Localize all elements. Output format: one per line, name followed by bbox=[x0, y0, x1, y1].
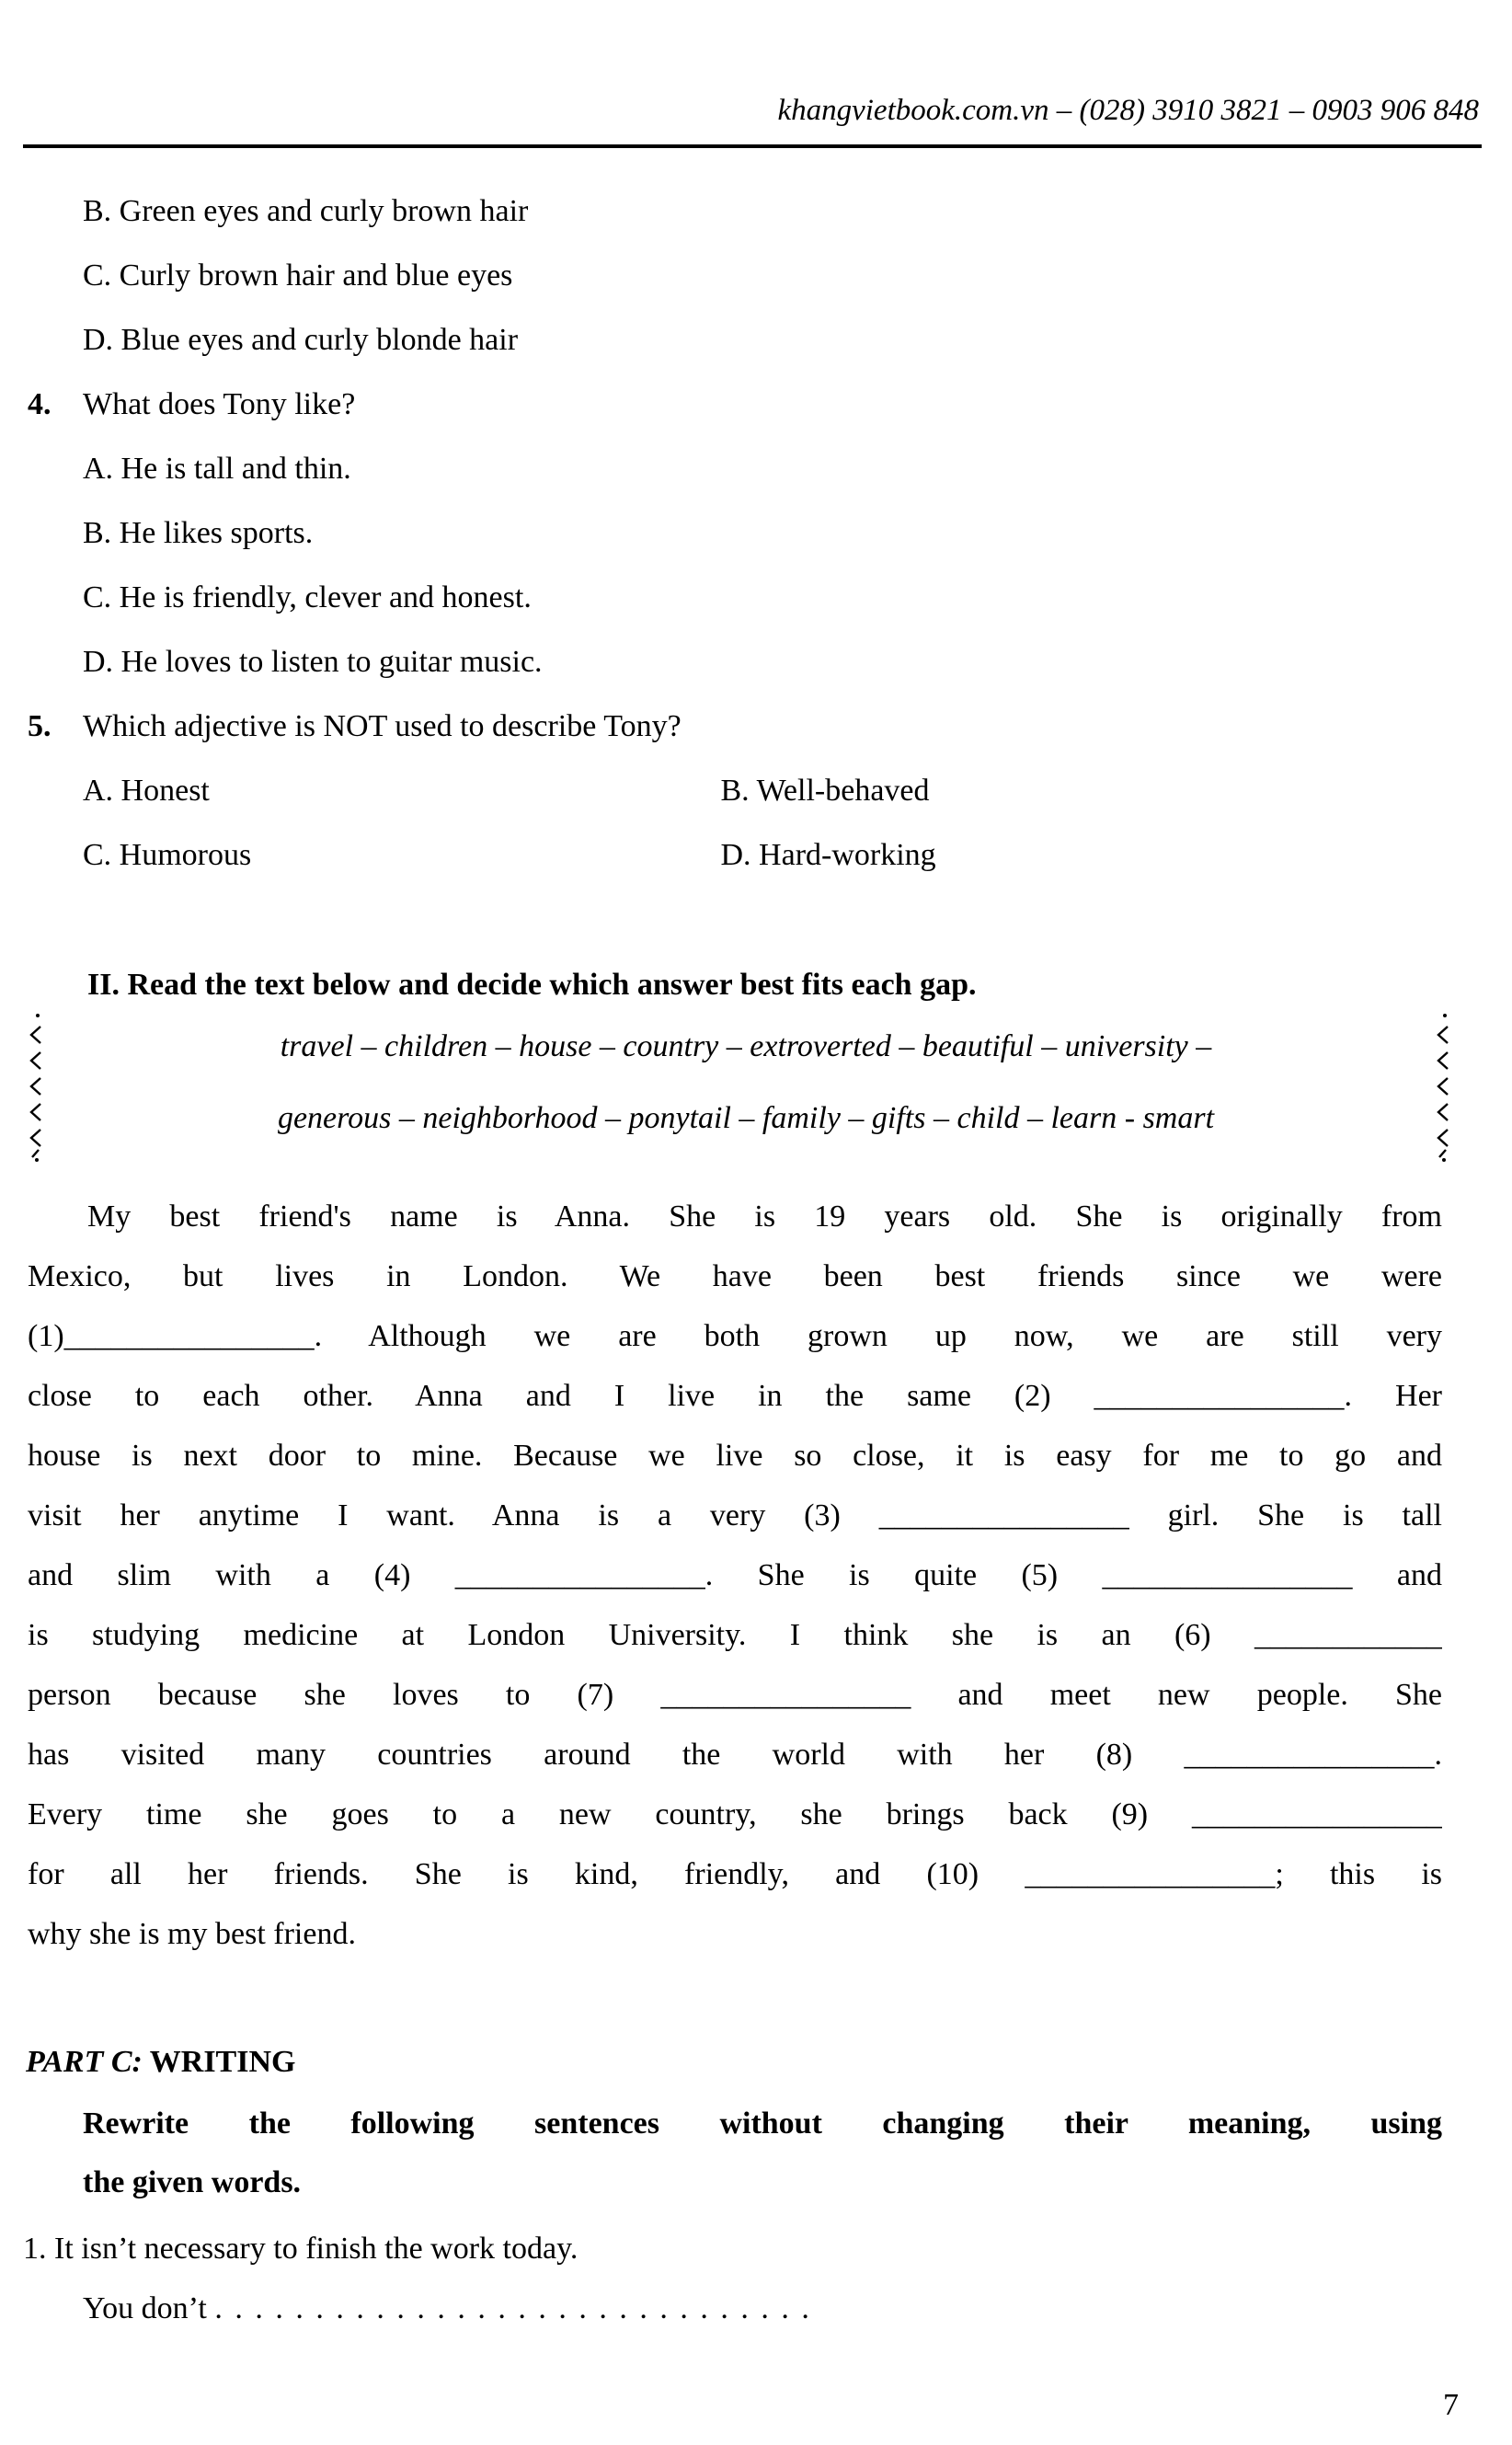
option-line: D. Hard-working bbox=[720, 838, 936, 872]
question-text: Which adjective is NOT used to describe Tony? bbox=[83, 709, 682, 743]
option-line: D. Blue eyes and curly blonde hair bbox=[83, 323, 519, 357]
writing-instruction bbox=[83, 2095, 1442, 2212]
options-row bbox=[28, 823, 1460, 888]
word-bank-line: generous – neighborhood – ponytail – family – gifts – child – learn - smart bbox=[277, 1101, 1215, 1135]
writing-instruction-line: the given words. bbox=[83, 2165, 302, 2199]
answer-line bbox=[83, 2281, 809, 2336]
cloze-line: and slim with a (4) ________________. She is quite (5) ________________ and bbox=[28, 1558, 1442, 1592]
wavy-border-right-icon bbox=[1433, 1012, 1453, 1163]
cloze-line: why she is my best friend. bbox=[28, 1917, 356, 1951]
question-row-5 bbox=[28, 694, 1460, 759]
page-number: 7 bbox=[1443, 2388, 1459, 2422]
cloze-line: for all her friends. She is kind, friendly, and (10) ________________; this is bbox=[28, 1857, 1442, 1891]
question-number: 5. bbox=[28, 709, 52, 743]
question-row-4 bbox=[28, 373, 1460, 437]
writing-part-title: WRITING bbox=[149, 2045, 296, 2079]
cloze-line: person because she loves to (7) ________________ and meet new people. She bbox=[28, 1678, 1442, 1712]
cloze-line: is studying medicine at London University. I think she is an (6) ____________ bbox=[28, 1618, 1442, 1652]
header-rule bbox=[23, 144, 1482, 148]
options-row bbox=[28, 759, 1460, 823]
cloze-line: Mexico, but lives in London. We have been best friends since we were bbox=[28, 1259, 1442, 1293]
writing-part-label: PART C: bbox=[26, 2045, 143, 2079]
option-line: B. Well-behaved bbox=[720, 774, 930, 808]
multiple-choice-section bbox=[28, 179, 1460, 888]
option-line: D. He loves to listen to guitar music. bbox=[83, 645, 543, 679]
word-bank bbox=[26, 1010, 1466, 1165]
option-line: A. He is tall and thin. bbox=[83, 452, 351, 486]
wavy-border-left-icon bbox=[26, 1012, 46, 1163]
cloze-heading: II. Read the text below and decide which answer best fits each gap. bbox=[87, 968, 977, 1002]
question-text: What does Tony like? bbox=[83, 387, 356, 421]
option-line: B. He likes sports. bbox=[83, 516, 314, 550]
cloze-line: Every time she goes to a new country, she brings back (9) ________________ bbox=[28, 1797, 1442, 1831]
option-line: C. Humorous bbox=[83, 838, 252, 872]
option-line: A. Honest bbox=[83, 774, 210, 808]
writing-instruction-line: Rewrite the following sentences without changing their meaning, using bbox=[83, 2106, 1442, 2141]
option-line: C. Curly brown hair and blue eyes bbox=[83, 258, 513, 293]
writing-heading bbox=[26, 2035, 295, 2090]
cloze-paragraph bbox=[28, 1187, 1442, 1964]
cloze-line: close to each other. Anna and I live in the same (2) ________________. Her bbox=[28, 1379, 1442, 1413]
cloze-line: My best friend's name is Anna. She is 19 years old. She is originally from bbox=[87, 1200, 1442, 1234]
question-number: 4. bbox=[28, 387, 52, 421]
answer-prefix: You don’t bbox=[83, 2291, 207, 2325]
cloze-line: visit her anytime I want. Anna is a very (3) ________________ girl. She is tall bbox=[28, 1498, 1442, 1532]
answer-dots: . . . . . . . . . . . . . . . . . . . . . . . . . . . . . . bbox=[214, 2291, 809, 2325]
option-line: B. Green eyes and curly brown hair bbox=[83, 194, 529, 228]
writing-item-1: 1. It isn’t necessary to finish the work today. bbox=[23, 2232, 578, 2266]
cloze-line: has visited many countries around the world with her (8) ________________. bbox=[28, 1738, 1442, 1772]
option-line: C. He is friendly, clever and honest. bbox=[83, 580, 532, 614]
header-contact: khangvietbook.com.vn – (028) 3910 3821 – 0903 906 848 bbox=[777, 94, 1479, 127]
cloze-line: house is next door to mine. Because we live so close, it is easy for me to go and bbox=[28, 1439, 1442, 1473]
cloze-line: (1)________________. Although we are both grown up now, we are still very bbox=[28, 1319, 1442, 1353]
word-bank-line: travel – children – house – country – extroverted – beautiful – university – bbox=[280, 1029, 1212, 1063]
